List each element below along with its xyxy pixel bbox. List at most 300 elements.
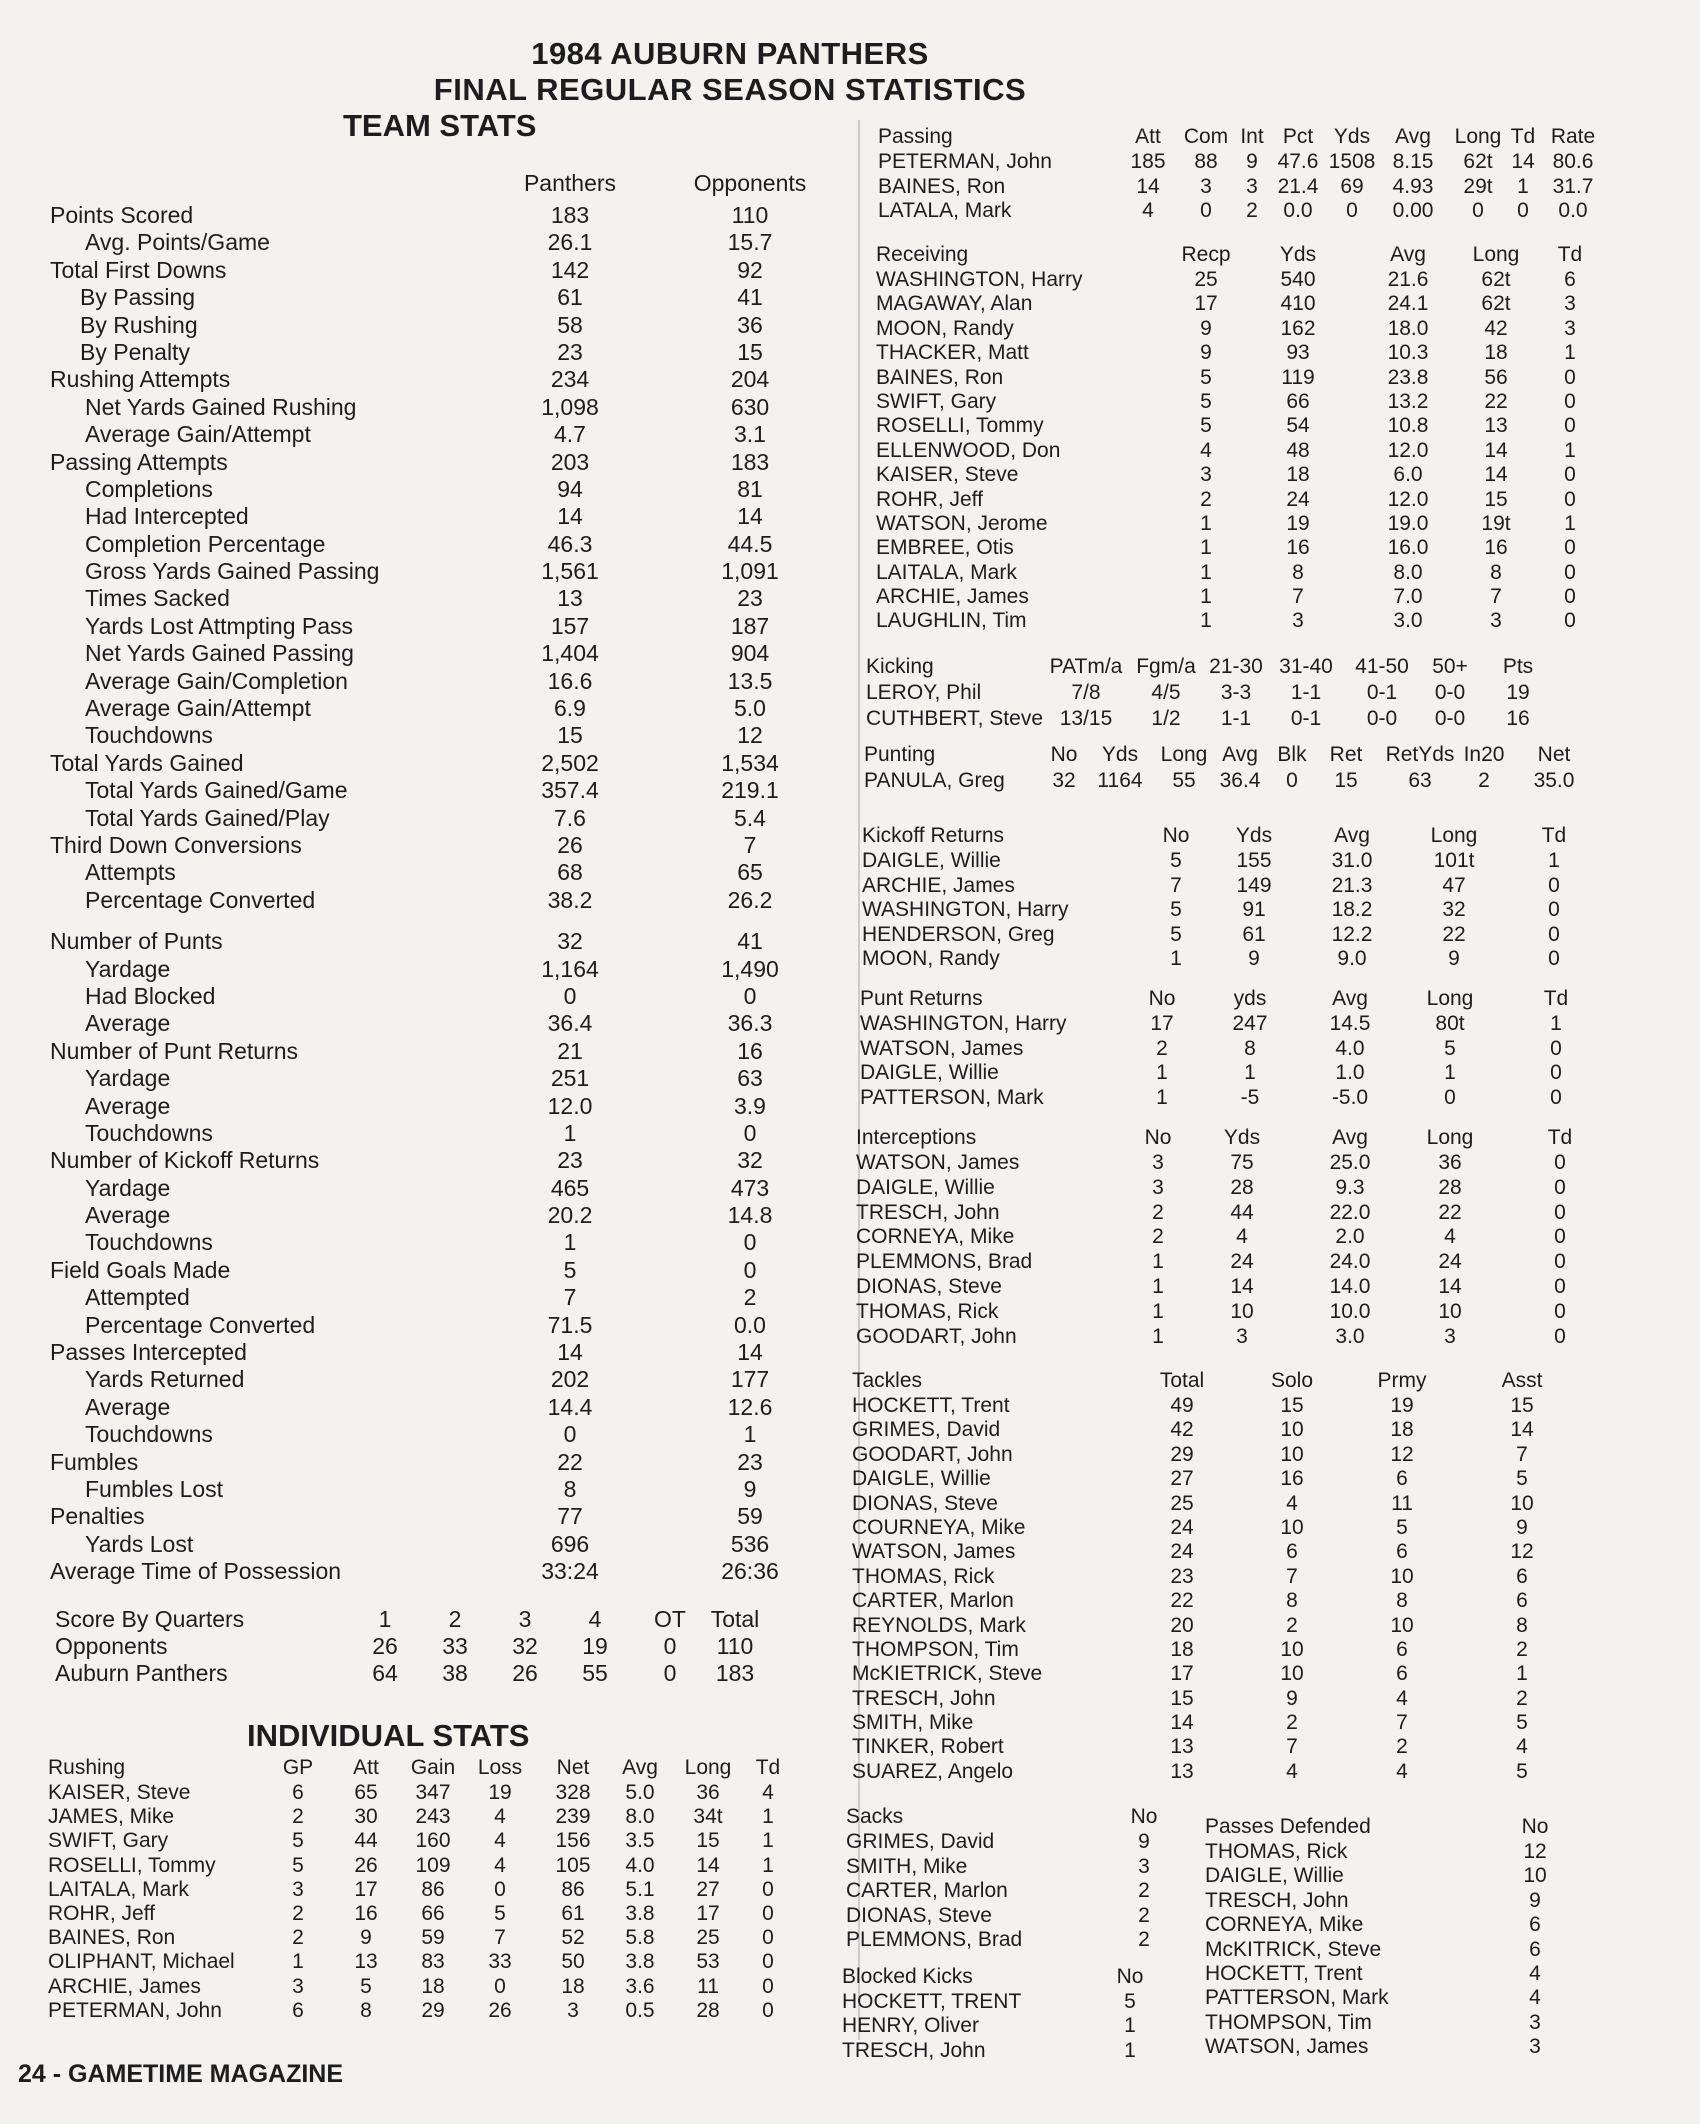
stat-value: 91 (1242, 898, 1266, 921)
opponents-value: 630 (730, 393, 770, 420)
opponents-value: 41 (737, 284, 763, 311)
table-row (842, 2039, 1172, 2063)
stat-value: 62t (1463, 150, 1493, 173)
team-stat-row (50, 1038, 830, 1065)
player-name: ROSELLI, Tommy (48, 1853, 216, 1877)
team-stat-row (50, 1229, 830, 1256)
stat-value: 31.0 (1331, 849, 1373, 872)
stat-value: 1 (1200, 560, 1212, 584)
stat-value: 19 (1390, 1394, 1414, 1417)
player-name: ROSELLI, Tommy (876, 414, 1044, 438)
stat-value: 540 (1280, 268, 1316, 291)
opponents-value: 904 (730, 640, 770, 667)
stat-value: 50 (561, 1950, 585, 1974)
stat-value: 6 (1516, 1564, 1528, 1588)
team-stat-label: By Rushing (80, 311, 198, 338)
team-stat-row (50, 284, 830, 311)
panthers-value: 202 (550, 1366, 590, 1393)
panthers-value: 5 (563, 1256, 577, 1283)
stat-value: 8 (1516, 1613, 1528, 1637)
stat-value: 2 (1152, 1200, 1164, 1224)
team-stat-label: Yards Lost Attmpting Pass (85, 612, 354, 639)
panthers-value: 33:24 (541, 1558, 599, 1585)
stat-value: 7 (1516, 1442, 1528, 1466)
stat-value: 7 (1292, 585, 1304, 609)
player-name: ARCHIE, James (48, 1974, 201, 1998)
stat-value: 4 (1286, 1491, 1298, 1515)
column-header: In20 (1463, 743, 1505, 766)
section-label: Blocked Kicks (842, 1965, 973, 1988)
player-name: BAINES, Ron (878, 174, 1006, 198)
stat-value: 2 (1516, 1686, 1528, 1710)
team-stat-row (50, 449, 830, 476)
column-header: Int (1240, 125, 1264, 148)
quarter-score: 32 (512, 1633, 538, 1659)
quarters-row (55, 1633, 775, 1660)
player-name: PLEMMONS, Brad (856, 1250, 1033, 1274)
stat-value: 1 (1564, 511, 1576, 535)
opponents-value: 1,091 (721, 558, 779, 585)
quarter-column-header: 1 (378, 1606, 392, 1632)
stat-value: 1 (1156, 1085, 1168, 1109)
stat-value: 62t (1481, 292, 1511, 316)
opponents-column-header: Opponents (693, 170, 807, 196)
panthers-value: 183 (550, 202, 590, 228)
panthers-value: 1,404 (541, 640, 599, 667)
stat-value: 16 (1286, 536, 1310, 560)
player-name: CARTER, Marlon (846, 1879, 1008, 1903)
stat-value: 2 (1396, 1735, 1408, 1759)
stat-value: 0 (1286, 769, 1298, 792)
stat-value: 13.2 (1387, 389, 1429, 413)
stat-value: 11 (697, 1974, 719, 1998)
panthers-value: 0 (563, 982, 577, 1009)
stat-value: 243 (415, 1805, 451, 1829)
table-row (856, 1300, 1576, 1325)
stat-value: 5 (494, 1901, 506, 1925)
player-name: CUTHBERT, Steve (866, 707, 1043, 730)
stat-value: 5 (1396, 1515, 1408, 1539)
table-row (48, 1974, 774, 1999)
panthers-value: 1,164 (541, 955, 599, 982)
panthers-column-header: Panthers (523, 170, 617, 196)
stat-value: 5 (292, 1829, 304, 1853)
stat-value: 15 (1170, 1686, 1194, 1710)
interceptions-header-row (856, 1125, 1576, 1151)
tackles-header-row (852, 1368, 1592, 1394)
player-name: BAINES, Ron (48, 1926, 176, 1950)
stat-value: 44 (1230, 1200, 1254, 1224)
interceptions-table (856, 1125, 1576, 1349)
column-header: Blk (1277, 743, 1307, 766)
page-footer: 24 - GAMETIME MAGAZINE (18, 2060, 344, 2088)
player-name: THOMAS, Rick (856, 1299, 999, 1323)
player-name: HOCKETT, Trent (852, 1394, 1010, 1417)
stat-value: 8 (1286, 1589, 1298, 1613)
stat-value: 0.0 (1558, 199, 1588, 222)
opponents-value: 5.0 (734, 695, 766, 722)
stat-value: 66 (1286, 389, 1310, 413)
stat-value: 3 (1200, 463, 1212, 487)
stat-value: 0 (1554, 1274, 1566, 1298)
stat-value: 0 (1554, 1299, 1566, 1323)
table-row (862, 874, 1582, 899)
player-name: DAIGLE, Willie (856, 1175, 995, 1199)
stat-value: 24 (1230, 1250, 1254, 1274)
player-name: GOODART, John (856, 1324, 1017, 1348)
opponents-value: 536 (730, 1530, 770, 1557)
table-row (878, 175, 1598, 200)
table-row (48, 1781, 774, 1805)
table-row (856, 1250, 1576, 1275)
team-stat-row (50, 777, 830, 804)
stat-value: 14 (1484, 463, 1508, 487)
column-header: Td (1557, 243, 1583, 266)
panthers-value: 94 (557, 475, 583, 502)
stat-value: 4.93 (1392, 174, 1434, 198)
stat-value: 1 (1516, 1662, 1528, 1686)
opponents-value: 1 (743, 1421, 757, 1448)
stat-value: 9 (1286, 1686, 1298, 1710)
stat-value: 247 (1232, 1012, 1268, 1035)
stat-value: 7 (494, 1926, 506, 1950)
team-stat-row (50, 531, 830, 558)
player-name: CORNEYA, Mike (856, 1225, 1015, 1249)
quarter-column-header: Total (710, 1606, 760, 1632)
stat-value: 80t (1435, 1012, 1465, 1035)
player-name: WATSON, Jerome (876, 511, 1048, 535)
stat-value: 3 (1138, 1854, 1150, 1878)
team-stat-label: Points Scored (50, 202, 194, 228)
stat-value: 1 (762, 1853, 774, 1877)
stat-value: 25 (1170, 1491, 1194, 1515)
panthers-value: 71.5 (547, 1311, 593, 1338)
stat-value: 0.00 (1392, 199, 1434, 222)
team-stat-row (50, 558, 830, 585)
stat-value: 2 (1138, 1903, 1150, 1927)
stat-value: 23 (1170, 1564, 1194, 1588)
stat-value: 9 (1138, 1830, 1150, 1853)
stat-value: 44 (354, 1829, 378, 1853)
stat-value: 93 (1286, 341, 1310, 365)
opponents-value: 0 (743, 1256, 757, 1283)
stat-value: 0 (1444, 1085, 1456, 1109)
stat-value: 1 (1152, 1250, 1164, 1274)
player-name: DIONAS, Steve (856, 1274, 1002, 1298)
stat-value: 7/8 (1071, 681, 1101, 704)
stat-value: 36 (1438, 1151, 1462, 1174)
quarter-score: 26 (372, 1633, 398, 1659)
kickoff-returns-header-row (862, 823, 1582, 849)
stat-value: 1 (1200, 536, 1212, 560)
stat-value: 24 (1438, 1250, 1462, 1274)
table-row (856, 1176, 1576, 1201)
player-name: LAUGHLIN, Tim (876, 609, 1027, 633)
stat-value: 0 (1550, 1036, 1562, 1060)
stat-value: 1 (1152, 1299, 1164, 1323)
column-header: Avg (622, 1756, 658, 1779)
stat-value: 1 (1444, 1061, 1456, 1084)
stat-value: 10 (1280, 1515, 1304, 1539)
table-row (856, 1201, 1576, 1226)
stat-value: 3 (292, 1974, 304, 1998)
player-name: ROHR, Jeff (876, 487, 983, 511)
opponents-value: 15 (737, 338, 763, 365)
stat-value: 0 (1564, 536, 1576, 560)
stat-value: 3 (292, 1877, 304, 1901)
column-header: Prmy (1377, 1369, 1427, 1392)
team-stat-label: Completion Percentage (85, 530, 326, 557)
table-row (876, 488, 1596, 512)
panthers-value: 23 (557, 1147, 583, 1174)
stat-value: 7 (1490, 585, 1502, 609)
stat-value: 13 (354, 1950, 378, 1974)
page-title-line1: 1984 AUBURN PANTHERS (531, 36, 929, 71)
stat-value: 22 (1170, 1589, 1194, 1613)
team-stat-label: Fumbles Lost (85, 1475, 224, 1502)
stat-value: 5.1 (625, 1877, 655, 1901)
stat-value: 16.0 (1387, 536, 1429, 560)
team-stat-row (50, 1312, 830, 1339)
team-stat-label: Attempts (85, 859, 176, 886)
stat-value: 0 (1554, 1151, 1566, 1174)
table-row (866, 706, 1606, 732)
quarter-score: 183 (715, 1660, 755, 1686)
stat-value: 2.0 (1335, 1225, 1365, 1249)
passing-header-row (878, 124, 1598, 150)
stat-value: 4 (494, 1853, 506, 1877)
stat-value: 0-1 (1366, 681, 1398, 704)
stat-value: 10.3 (1387, 341, 1429, 365)
panthers-value: 357.4 (541, 777, 599, 804)
column-header: GP (282, 1756, 314, 1779)
stat-value: 13 (1170, 1735, 1194, 1759)
stat-value: 3 (1444, 1324, 1456, 1348)
stat-value: 160 (415, 1829, 451, 1853)
stat-value: 3.8 (625, 1950, 655, 1974)
stat-value: 3 (1200, 174, 1212, 198)
table-row (846, 1855, 1176, 1880)
stat-value: 12.2 (1331, 922, 1373, 946)
panthers-value: 2,502 (541, 749, 599, 776)
stat-value: 25 (1194, 268, 1218, 291)
stat-value: 53 (696, 1950, 720, 1974)
stat-value: 4 (494, 1829, 506, 1853)
panthers-value: 1 (563, 1119, 577, 1146)
player-name: WATSON, James (860, 1036, 1024, 1060)
table-row (1205, 2035, 1585, 2059)
stat-value: 109 (415, 1853, 451, 1877)
stat-value: 19 (488, 1781, 512, 1804)
team-stat-label: Yards Lost (85, 1530, 194, 1557)
player-name: WATSON, James (1205, 2035, 1369, 2059)
team-stat-row (50, 421, 830, 448)
opponents-value: 59 (737, 1503, 763, 1530)
stat-value: 20 (1170, 1613, 1194, 1637)
team-stat-label: By Passing (80, 284, 196, 311)
stat-value: 3 (1292, 609, 1304, 633)
player-name: THOMPSON, Tim (1205, 2010, 1372, 2034)
stat-value: 1/2 (1151, 707, 1181, 730)
stat-value: 1 (762, 1805, 774, 1829)
team-stat-label: Average (85, 1092, 171, 1119)
stat-value: 27 (1170, 1467, 1194, 1491)
opponents-value: 187 (730, 612, 770, 639)
team-stat-row (50, 695, 830, 722)
stat-value: 1-1 (1220, 707, 1252, 730)
quarter-score: 110 (716, 1633, 754, 1659)
player-name: SWIFT, Gary (876, 389, 997, 413)
opponents-value: 81 (737, 475, 763, 502)
column-header: Td (1547, 1126, 1573, 1149)
stat-value: 9 (1200, 316, 1212, 340)
stat-value: 27 (696, 1877, 720, 1901)
individual-stats-heading: INDIVIDUAL STATS (247, 1718, 530, 1753)
stat-value: 3.8 (625, 1901, 655, 1925)
team-stat-row (50, 1010, 830, 1037)
player-name: LAITALA, Mark (876, 560, 1017, 584)
stat-value: 101t (1433, 849, 1475, 872)
stat-value: 1 (1550, 1012, 1562, 1035)
column-header: Avg (1395, 125, 1431, 148)
stat-value: 7 (1396, 1711, 1408, 1735)
team-stats-table (50, 170, 830, 1586)
stat-value: 6 (1529, 1937, 1541, 1961)
section-label: Kicking (866, 655, 934, 678)
stat-value: 2 (1200, 487, 1212, 511)
column-header: Yds (1223, 1126, 1261, 1149)
column-header: yds (1233, 987, 1267, 1010)
stat-value: 25.0 (1329, 1151, 1371, 1174)
team-stat-label: Penalties (50, 1503, 145, 1530)
stat-value: 55 (1172, 769, 1196, 792)
stat-value: 2 (1286, 1711, 1298, 1735)
stat-value: 29 (421, 1998, 445, 2022)
player-name: THACKER, Matt (876, 341, 1029, 365)
table-row (852, 1614, 1592, 1638)
team-stat-row (50, 339, 830, 366)
quarter-score: 26 (512, 1660, 538, 1686)
column-header: PATm/a (1049, 655, 1123, 678)
opponents-value: 14 (737, 1339, 763, 1366)
team-stat-label: Touchdowns (85, 1229, 213, 1256)
stat-value: 62t (1481, 268, 1511, 291)
column-header: No (1148, 987, 1176, 1010)
stat-value: 239 (555, 1805, 591, 1829)
stat-value: 22 (1442, 922, 1466, 946)
stat-value: 30 (354, 1805, 378, 1829)
receiving-table (876, 242, 1596, 634)
table-row (1205, 1864, 1585, 1888)
opponents-value: 92 (737, 256, 763, 283)
player-name: TRESCH, John (852, 1686, 996, 1710)
table-row (852, 1492, 1592, 1516)
team-stat-row (50, 394, 830, 421)
column-header: Avg (1332, 987, 1368, 1010)
table-row (876, 366, 1596, 390)
panthers-value: 58 (557, 311, 583, 338)
column-header: Long (1472, 243, 1520, 266)
stat-value: 42 (1170, 1418, 1194, 1442)
stat-value: 9 (1529, 1888, 1541, 1912)
team-stat-label: Total Yards Gained/Play (85, 804, 330, 831)
team-stat-label: Had Blocked (85, 982, 216, 1009)
table-row (852, 1443, 1592, 1467)
stat-value: 2 (1152, 1225, 1164, 1249)
panthers-value: 1,098 (541, 393, 599, 420)
section-label: Punt Returns (860, 987, 983, 1010)
team-stat-label: Gross Yards Gained Passing (85, 558, 380, 585)
table-row (852, 1418, 1592, 1442)
quarters-team-name: Auburn Panthers (55, 1660, 228, 1686)
table-row (860, 1037, 1580, 1062)
stat-value: 0 (1564, 585, 1576, 609)
opponents-value: 15.7 (727, 229, 773, 256)
stat-value: 10 (1390, 1613, 1414, 1637)
player-name: HENDERSON, Greg (862, 922, 1055, 946)
opponents-value: 12.6 (727, 1393, 773, 1420)
stat-value: 12.0 (1387, 438, 1429, 462)
stat-value: 3 (1529, 2010, 1541, 2034)
column-header: Td (1543, 987, 1569, 1010)
stat-value: 185 (1130, 150, 1166, 173)
panthers-value: 251 (550, 1065, 590, 1092)
table-row (846, 1928, 1176, 1953)
player-name: ROHR, Jeff (48, 1901, 155, 1925)
team-stat-label: Total Yards Gained (50, 749, 244, 776)
stat-value: 6 (1564, 268, 1576, 291)
column-header: Att (353, 1756, 379, 1779)
stat-value: 0 (762, 1877, 774, 1901)
team-stat-label: Touchdowns (85, 722, 213, 749)
stat-value: 13 (1484, 414, 1508, 438)
stat-value: 0 (1564, 389, 1576, 413)
panthers-value: 7.6 (554, 804, 586, 831)
table-row (846, 1879, 1176, 1904)
column-header: Long (1426, 987, 1474, 1010)
stat-value: 5.8 (625, 1926, 655, 1950)
column-header: Yds (1235, 824, 1273, 847)
table-row (862, 898, 1582, 923)
stat-value: 9 (1246, 150, 1258, 173)
table-row (876, 341, 1596, 365)
player-name: DIONAS, Steve (852, 1491, 998, 1515)
stat-value: 1 (1517, 174, 1529, 198)
table-row (876, 439, 1596, 463)
column-header: Yds (1279, 243, 1317, 266)
stat-value: 10.0 (1329, 1299, 1371, 1323)
stat-value: 18 (421, 1974, 445, 1998)
opponents-value: 7 (743, 831, 757, 858)
column-header: Fgm/a (1136, 655, 1196, 678)
stat-value: 1 (1200, 609, 1212, 633)
panthers-value: 38.2 (547, 886, 593, 913)
quarter-column-header: OT (654, 1606, 686, 1632)
stat-value: 2 (1286, 1613, 1298, 1637)
stat-value: 15 (1334, 769, 1358, 792)
stat-value: 3 (1564, 292, 1576, 316)
stat-value: 5 (1200, 365, 1212, 389)
stat-value: 25 (696, 1926, 720, 1950)
stat-value: 6 (1396, 1540, 1408, 1564)
table-row (1205, 1938, 1585, 1962)
stat-value: 4 (1286, 1759, 1298, 1783)
table-row (48, 1901, 774, 1926)
stat-value: 18 (561, 1974, 585, 1998)
stat-value: 3 (1236, 1324, 1248, 1348)
team-stat-label: Number of Punt Returns (50, 1037, 299, 1064)
table-row (48, 1829, 774, 1853)
